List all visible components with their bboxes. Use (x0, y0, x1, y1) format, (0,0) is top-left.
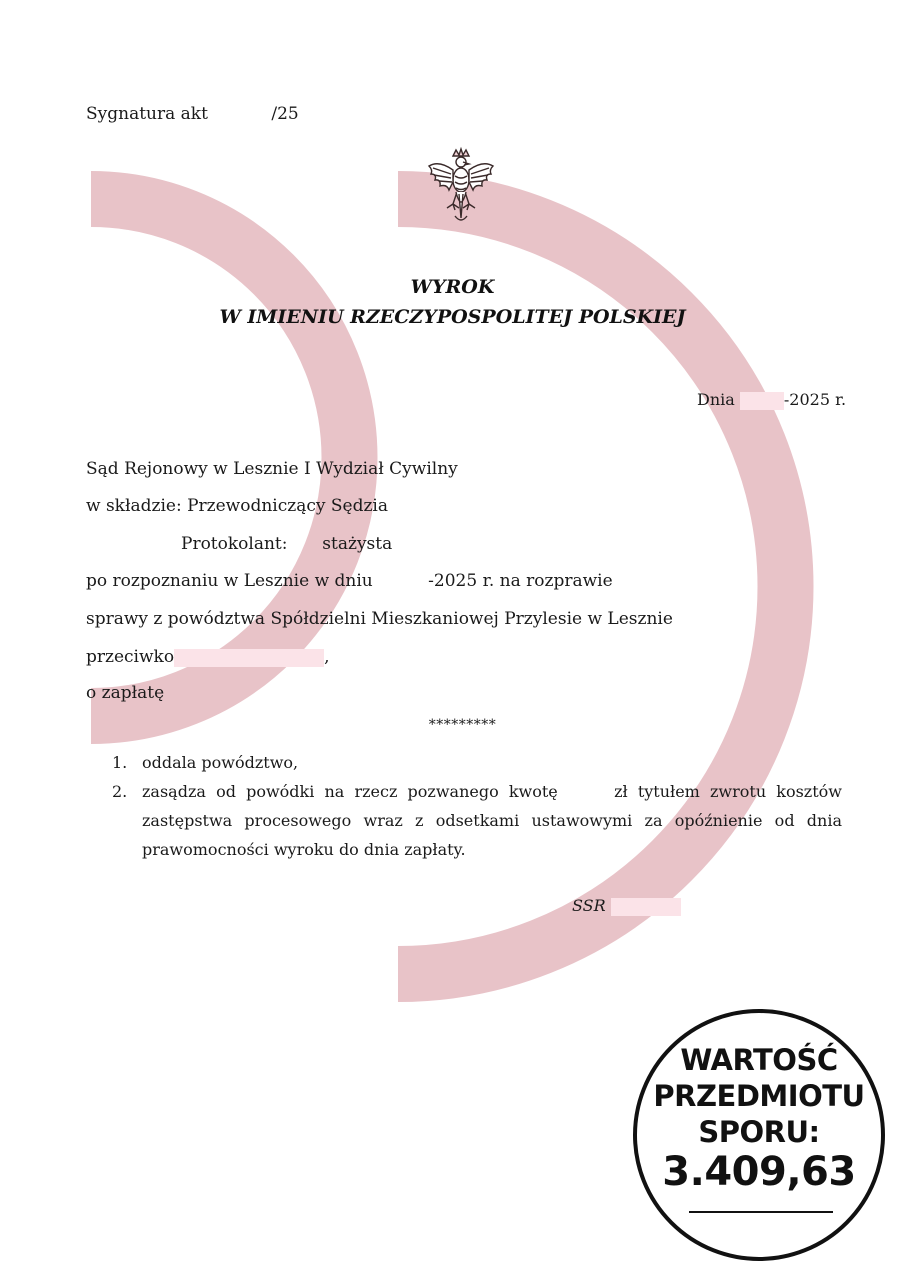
stamp-line-2: PRZEDMIOTU (653, 1079, 865, 1113)
case-parties: sprawy z powództwa Spółdzielni Mieszkaniowej Przylesie w Lesznie (86, 609, 673, 629)
judgment-date (697, 390, 846, 410)
stamp-value: 3.409,63 (662, 1149, 856, 1195)
redaction (568, 784, 604, 802)
stamp-line-1: WARTOŚĆ (680, 1043, 838, 1077)
polish-eagle-emblem-icon (425, 146, 497, 226)
hearing-info (86, 571, 613, 591)
ruling-item (112, 748, 842, 777)
case-signature (86, 104, 299, 124)
date-prefix: Dnia (697, 390, 735, 409)
case-signature-suffix: /25 (271, 104, 299, 124)
ruling-text: oddala powództwo, (142, 753, 299, 772)
redaction (740, 392, 784, 410)
redaction (398, 536, 516, 554)
redaction (213, 106, 271, 124)
against-comma: , (324, 647, 330, 667)
date-suffix: -2025 r. (783, 390, 847, 409)
court-name: Sąd Rejonowy w Lesznie I Wydział Cywilny (86, 459, 458, 479)
against-label: przeciwko (86, 647, 175, 667)
ruling-text-b: zł tytułem zwrotu kosztów zastępstwa procesowego wraz z odsetkami ustawowymi za opóźnienie od dnia prawomocności wyroku do dnia zapłaty. (142, 782, 842, 859)
ruling-item (112, 777, 842, 864)
stamp-line-3: SPORU: (698, 1115, 820, 1149)
judgment-subtitle: W IMIENIU RZECZYPOSPOLITEJ POLSKIEJ (219, 306, 686, 328)
judgment-title: WYROK (410, 276, 495, 298)
court-composition: w składzie: Przewodniczący Sędzia (86, 496, 388, 516)
defendant-line (86, 647, 329, 667)
clerk-value: stażysta (322, 534, 393, 554)
redaction (378, 573, 428, 591)
separator: ********* (428, 717, 497, 733)
hearing-suffix: -2025 r. na rozprawie (428, 571, 613, 591)
court-clerk (181, 534, 516, 554)
hearing-prefix: po rozpoznaniu w Lesznie w dniu (86, 571, 373, 591)
ruling-number: 1. (112, 753, 128, 772)
ruling-number: 2. (112, 782, 128, 801)
ruling-text-a: zasądza od powódki na rzecz pozwanego kwotę (142, 782, 558, 801)
rulings-list (112, 748, 842, 864)
redaction (611, 898, 681, 916)
dispute-value-stamp (633, 1009, 885, 1261)
clerk-label: Protokolant: (181, 534, 288, 554)
judge-signature (572, 896, 681, 916)
case-subject: o zapłatę (86, 683, 165, 703)
judge-signature-label: SSR (572, 896, 606, 915)
stamp-underline (689, 1211, 833, 1213)
case-signature-label: Sygnatura akt (86, 104, 208, 124)
redaction (174, 649, 324, 667)
